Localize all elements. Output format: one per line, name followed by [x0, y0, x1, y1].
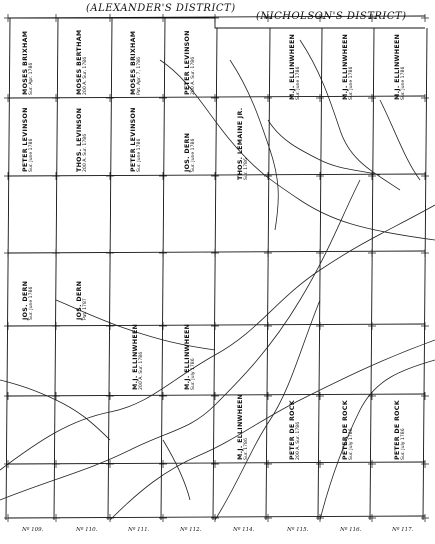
grid-vertical-line — [6, 18, 10, 520]
owner-label — [342, 400, 355, 460]
stream — [380, 100, 420, 180]
owner-name: JOS. DERN — [22, 280, 29, 320]
owner-label — [237, 394, 250, 460]
stream — [0, 180, 360, 500]
owner-label — [22, 107, 35, 172]
owner-detail: 200 A. Sur. 1786 — [139, 351, 144, 390]
owner-detail: Sur. June 1786 — [29, 286, 34, 320]
owner-label — [130, 31, 143, 95]
owner-detail: Pat. 1787 — [83, 298, 88, 320]
owner-detail: 200 A. Sur. 1786 — [83, 133, 88, 172]
owner-name: M.J. ELLINWHEEN — [394, 33, 401, 100]
stream — [110, 340, 435, 520]
grid-vertical-line — [108, 18, 112, 520]
owner-detail: Sur. Apr. 1786 — [29, 62, 34, 95]
owner-detail: 200 A. Sur. 1786 — [191, 56, 196, 95]
owner-name: MOSES BERTHAM — [76, 29, 83, 95]
stream — [0, 205, 435, 470]
stream — [268, 120, 380, 175]
owner-label — [394, 400, 407, 460]
owner-detail: Sur. June 1786 — [137, 138, 142, 172]
owner-name: PETER LEVINSON — [130, 107, 137, 172]
owner-label — [76, 30, 89, 95]
owner-label — [76, 281, 89, 320]
owner-name: JOS. DERN — [76, 280, 83, 320]
owner-name: M.J. ELLINWHEEN — [342, 33, 349, 100]
owner-detail: Sur. June 1786 — [401, 66, 406, 100]
owner-name: MOSES BRIXHAM — [22, 30, 29, 95]
owner-detail: Sur. June 1786 — [296, 66, 301, 100]
nicholsons-district-label: (NICHOLSON'S DISTRICT) — [256, 11, 407, 22]
owner-detail: Sur. June 1786 — [191, 138, 196, 172]
owner-label — [184, 324, 197, 390]
lot-number: Nº 109. — [22, 527, 44, 533]
owner-detail: 200 A. Sur. 1786 — [83, 56, 88, 95]
owner-label — [22, 281, 35, 320]
owner-name: THOS. LEMAINE JR. — [237, 107, 244, 180]
owner-label — [132, 324, 145, 390]
owner-name: PETER LEVINSON — [22, 107, 29, 172]
lot-number: Nº 114. — [233, 527, 255, 533]
stream — [320, 360, 435, 520]
lot-number: Nº 111. — [128, 527, 150, 533]
owner-detail: Sur. June 1786 — [349, 66, 354, 100]
owner-label — [289, 34, 302, 100]
owner-detail: Sur. 1786 — [244, 158, 249, 180]
owner-name: MOSES BRIXHAM — [130, 30, 137, 95]
owner-name: M.J. ELLINWHEEN — [289, 33, 296, 100]
lot-number: Nº 110. — [76, 527, 98, 533]
lot-number: Nº 117. — [392, 527, 414, 533]
lot-grid — [6, 16, 427, 520]
owner-detail: Sur. July 1786 — [191, 358, 196, 390]
owner-label — [342, 34, 355, 100]
streams — [0, 40, 435, 520]
stream — [163, 440, 190, 500]
owner-name: M.J. ELLINWHEEN — [132, 323, 139, 390]
lot-number: Nº 116. — [340, 527, 362, 533]
owner-name: PETER DE ROCK — [342, 400, 349, 460]
owner-name: M.J. ELLINWHEEN — [237, 393, 244, 460]
owner-detail: Pat. Apr. 7, 1786 — [137, 56, 142, 95]
lot-number: Nº 115. — [287, 527, 309, 533]
owner-name: M.J. ELLINWHEEN — [184, 323, 191, 390]
owner-label — [394, 34, 407, 100]
owner-detail: Sur. July 1786 — [401, 428, 406, 460]
owner-name: JOS. DERN — [184, 132, 191, 172]
owner-detail: Sur. July 1786 — [349, 428, 354, 460]
grid-vertical-line — [54, 18, 58, 520]
owner-name: PETER LEVINSON — [184, 30, 191, 95]
owner-label — [237, 108, 250, 180]
owner-label — [184, 133, 197, 172]
lot-number: Nº 112. — [180, 527, 202, 533]
owner-label — [289, 400, 302, 460]
owner-label — [22, 31, 35, 95]
owner-detail: Sur. June 1786 — [29, 138, 34, 172]
owner-label — [130, 107, 143, 172]
owner-name: PETER DE ROCK — [394, 400, 401, 460]
owner-name: PETER DE ROCK — [289, 400, 296, 460]
owner-detail: 200 A. Sur. 1786 — [296, 421, 301, 460]
owner-label — [184, 30, 197, 95]
grid-vertical-line — [161, 18, 165, 520]
owner-name: THOS. LEVINSON — [76, 107, 83, 172]
owner-label — [76, 108, 89, 172]
owner-detail: Sur. 1786 — [244, 438, 249, 460]
alexanders-district-label: (ALEXANDER'S DISTRICT) — [86, 3, 236, 14]
